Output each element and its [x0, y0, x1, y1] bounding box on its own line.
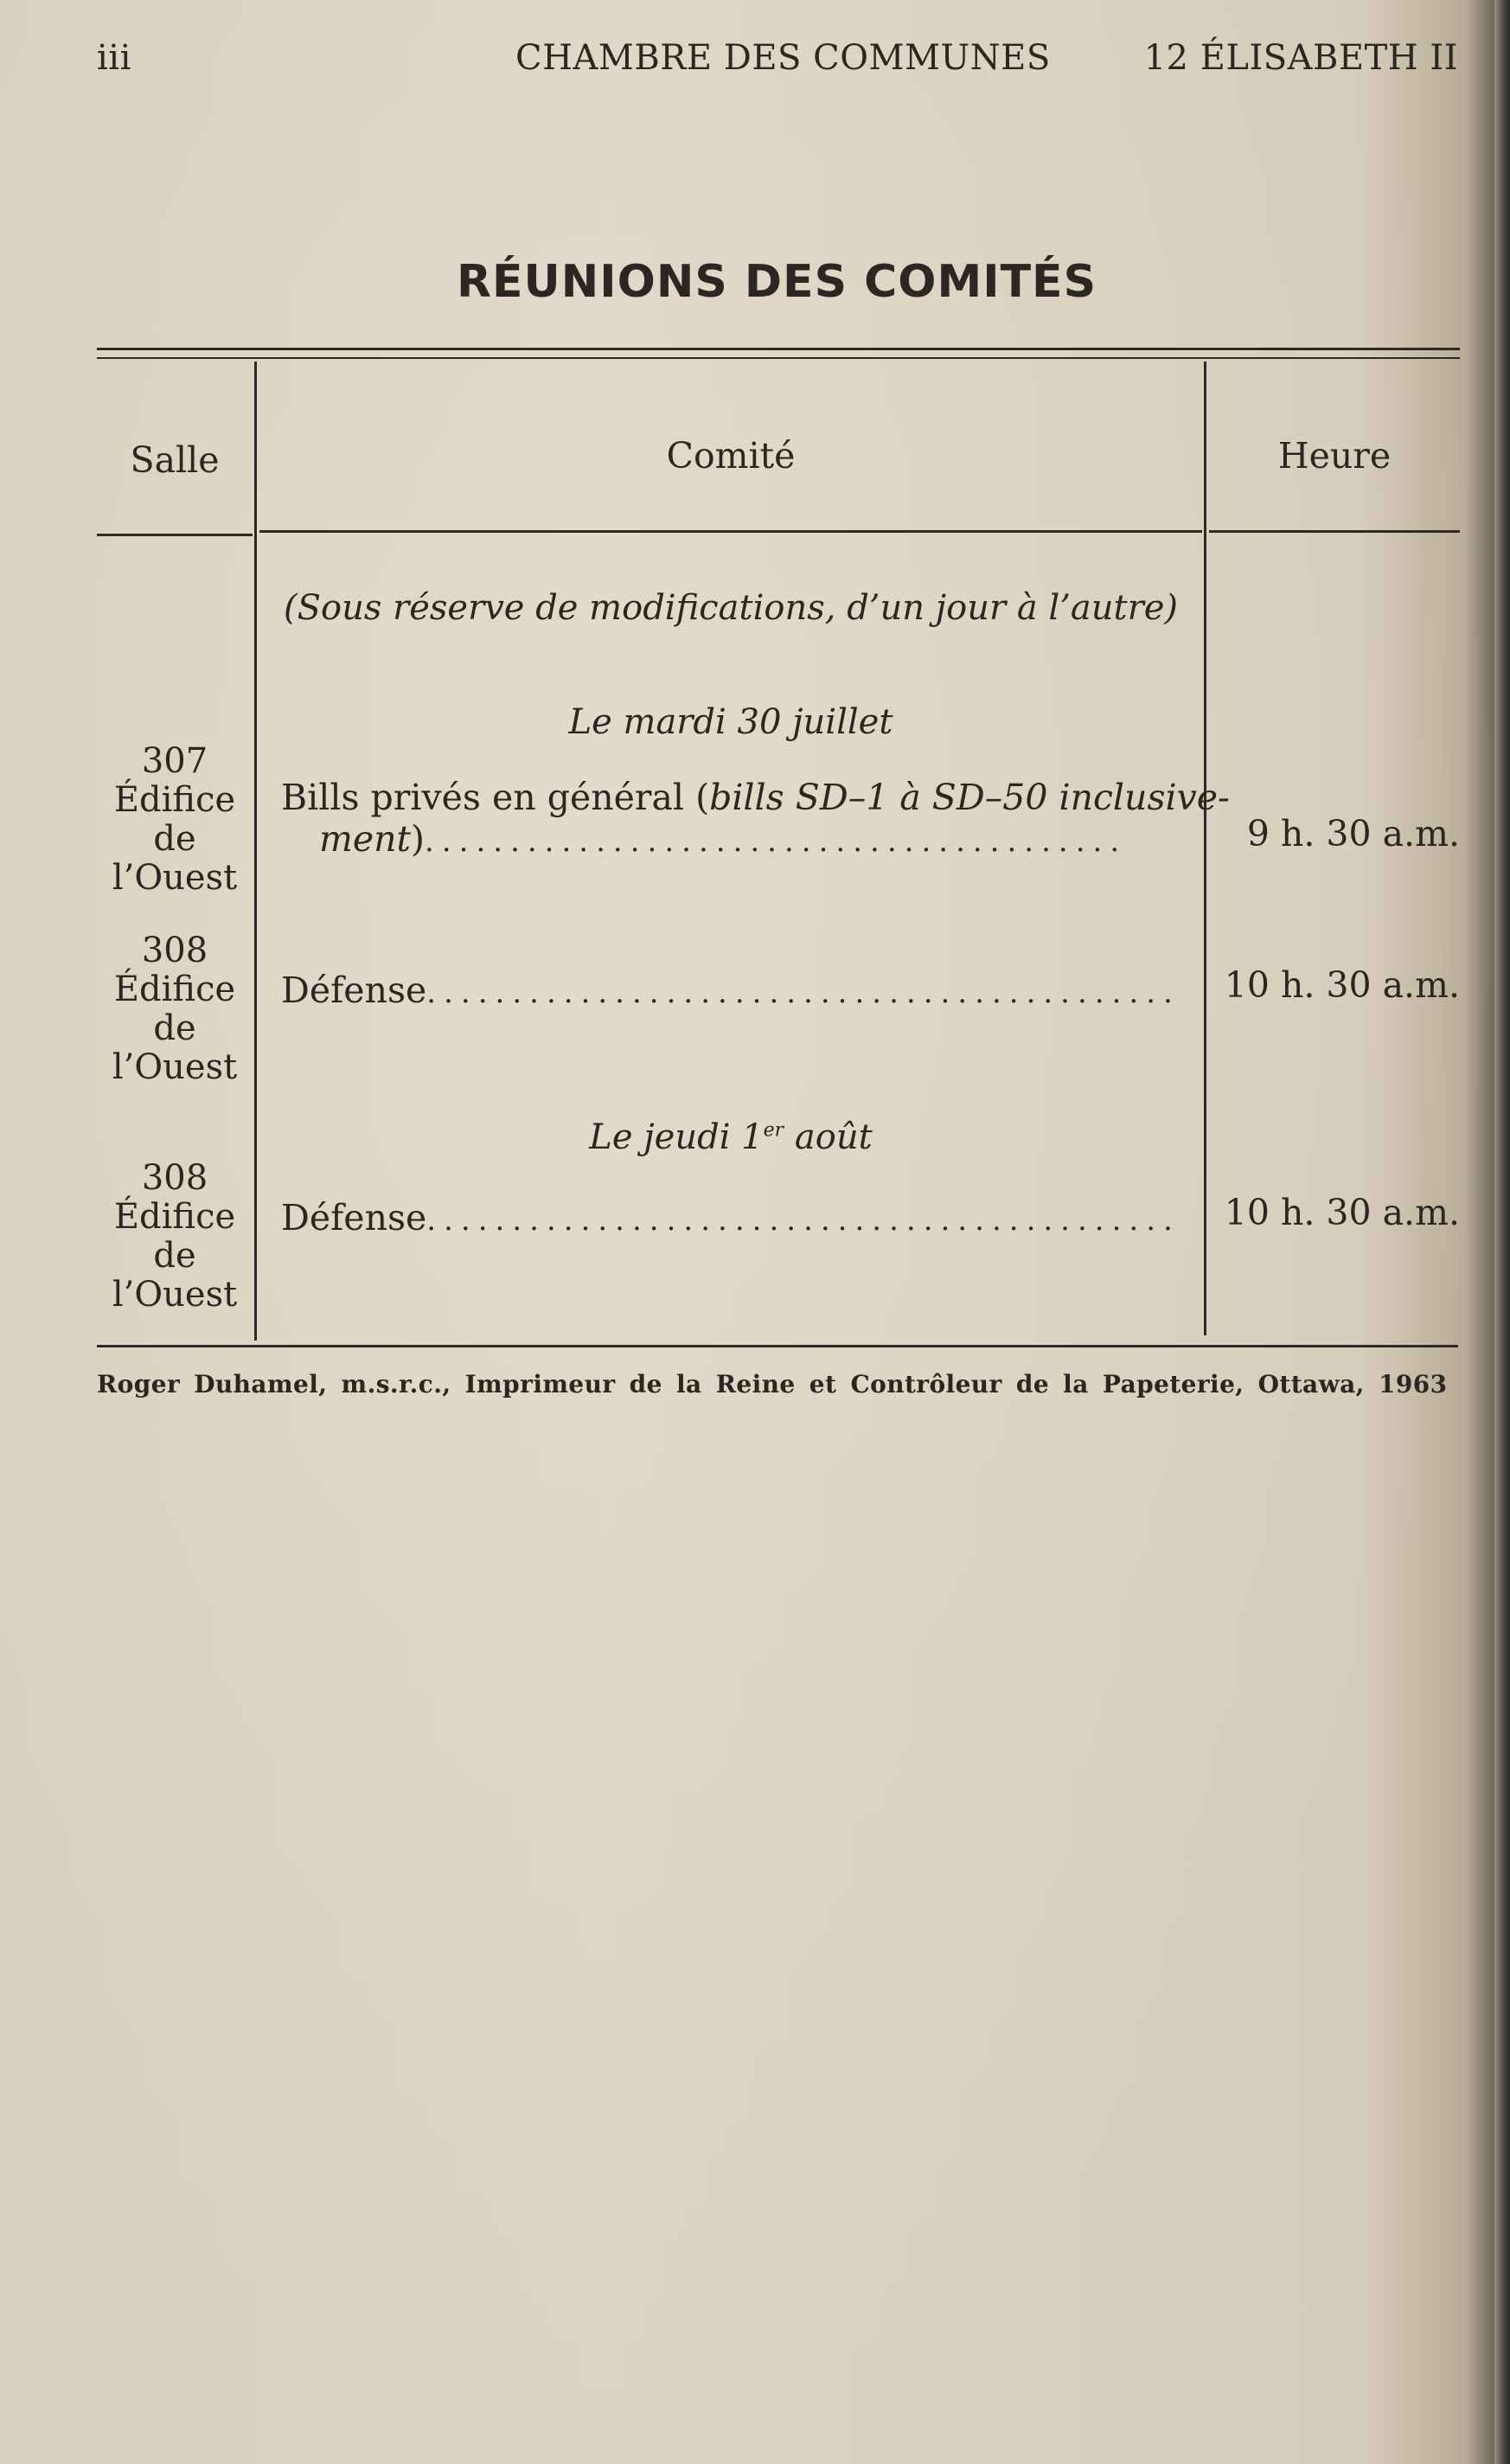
column-divider-right [1204, 362, 1206, 1335]
committee-detail: bills SD–1 à SD–50 inclusive- [709, 777, 1230, 818]
committee-entry [281, 777, 1230, 862]
committee-line [281, 818, 1203, 862]
meeting-time: 10 h. 30 a.m. [1224, 1192, 1460, 1233]
room-cell [97, 1159, 253, 1315]
room-building-line: Édifice [113, 970, 236, 1009]
running-header [97, 38, 1458, 76]
book-spine-shadow [1494, 0, 1510, 2464]
room-number: 308 [141, 1158, 208, 1198]
column-divider-left [254, 362, 257, 1341]
header-house-name: CHAMBRE DES COMMUNES [515, 38, 1051, 78]
room-building-line: de [153, 1236, 196, 1276]
room-building-line: Édifice [113, 1197, 236, 1237]
committee-line [281, 777, 1230, 818]
committee-name: Bills privés en général ( [281, 777, 710, 818]
committee-detail-close: ) [411, 818, 425, 860]
room-building-line: l’Ouest [112, 858, 238, 898]
page-number: iii [97, 38, 131, 78]
room-building-line: Édifice [113, 780, 236, 820]
page-title: RÉUNIONS DES COMITÉS [456, 256, 1097, 308]
section-date-text: Le jeudi 1 [589, 1117, 764, 1157]
schedule-note: (Sous réserve de modifications, d’un jour à l’autre) [284, 588, 1178, 628]
committee-name: Défense [281, 970, 427, 1011]
room-building-line: de [153, 1008, 196, 1048]
meeting-time: 9 h. 30 a.m. [1246, 813, 1460, 854]
section-date-superscript: er [763, 1119, 784, 1142]
room-cell [97, 931, 253, 1087]
table-bottom-rule [97, 1345, 1458, 1347]
section-date [259, 1117, 1202, 1157]
printer-imprint: Roger Duhamel, m.s.r.c., Imprimeur de la Reine et Contrôleur de la Papeterie, Ottawa, 1963 [97, 1370, 1448, 1398]
leader-dots: ......................................... [425, 824, 1128, 859]
leader-dots: ............................................ [426, 976, 1180, 1010]
room-building-line: l’Ouest [112, 1275, 238, 1315]
room-number: 307 [141, 741, 208, 781]
table-top-rule [97, 348, 1460, 350]
room-building-line: de [153, 819, 196, 859]
committee-name: Défense [281, 1197, 427, 1238]
column-header-heure: Heure [1277, 435, 1392, 477]
header-rule-salle [97, 534, 253, 536]
header-rule-comite [259, 530, 1202, 533]
table-top-rule-inner [97, 357, 1460, 359]
room-cell [97, 742, 253, 898]
room-number: 308 [141, 931, 208, 970]
header-rule-heure [1209, 530, 1460, 533]
leader-dots: ............................................ [426, 1203, 1180, 1238]
committee-entry [281, 1197, 1203, 1241]
column-header-salle: Salle [130, 439, 220, 481]
column-header-comite: Comité [666, 435, 796, 477]
section-date: Le mardi 30 juillet [568, 702, 893, 742]
room-building-line: l’Ouest [112, 1047, 238, 1087]
section-date-text: août [784, 1117, 873, 1157]
header-regnal-year: 12 ÉLISABETH II [1143, 38, 1458, 78]
meeting-time: 10 h. 30 a.m. [1224, 964, 1460, 1006]
committee-detail: ment [319, 818, 412, 860]
committee-entry [281, 970, 1203, 1014]
